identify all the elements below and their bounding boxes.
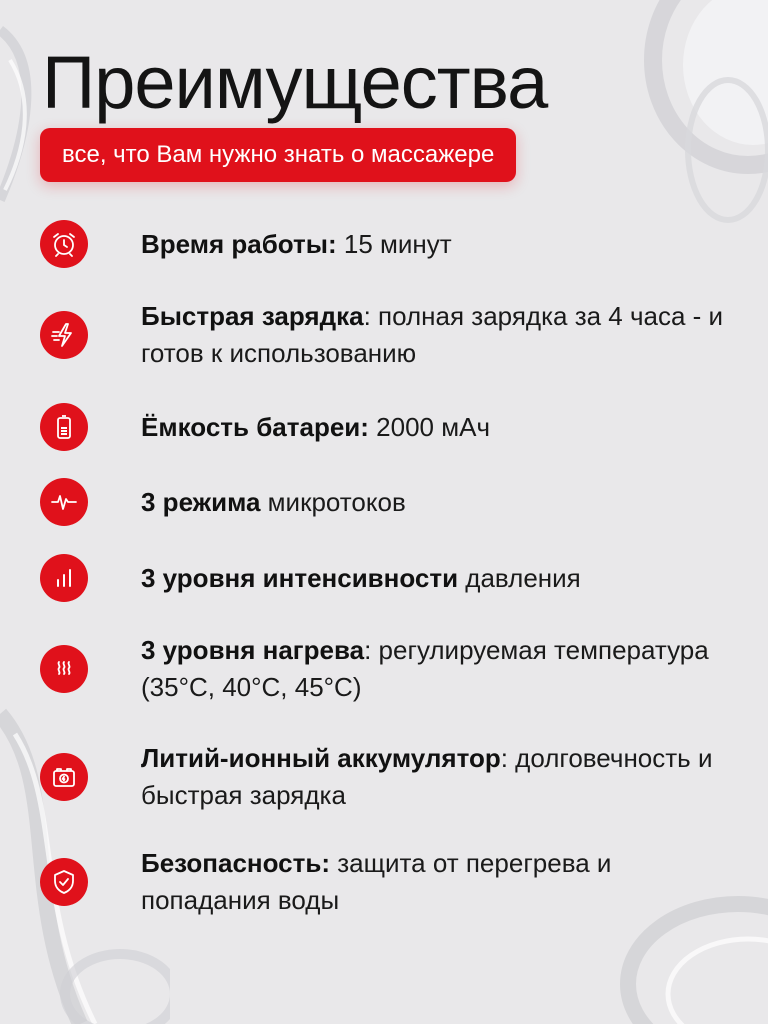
pulse-icon	[40, 478, 88, 526]
feature-text: Ёмкость батареи: 2000 мАч	[141, 412, 490, 442]
feature-text: Время работы: 15 минут	[141, 229, 452, 259]
decorative-glass-top-right	[578, 0, 768, 260]
feature-text: Быстрая зарядка: полная зарядка за 4 часа - и готов к использованию	[141, 301, 724, 368]
alarm-clock-icon	[40, 220, 88, 268]
feature-text: Литий-ионный аккумулятор: долговечность и быстрая зарядка	[141, 743, 713, 810]
feature-text: Безопасность: защита от перегрева и попадания воды	[141, 848, 612, 915]
feature-text: 3 режима микротоков	[141, 487, 406, 517]
battery-icon	[40, 403, 88, 451]
heat-icon	[40, 645, 88, 693]
levels-icon	[40, 554, 88, 602]
page-title: Преимущества	[42, 41, 548, 124]
feature-text: 3 уровня интенсивности давления	[141, 563, 581, 593]
accumulator-icon	[40, 753, 88, 801]
subtitle-badge: все, что Вам нужно знать о массажере	[40, 128, 516, 182]
shield-check-icon	[40, 858, 88, 906]
feature-text: 3 уровня нагрева: регулируемая температура (35°C, 40°C, 45°C)	[141, 635, 709, 702]
fast-charge-icon	[40, 311, 88, 359]
